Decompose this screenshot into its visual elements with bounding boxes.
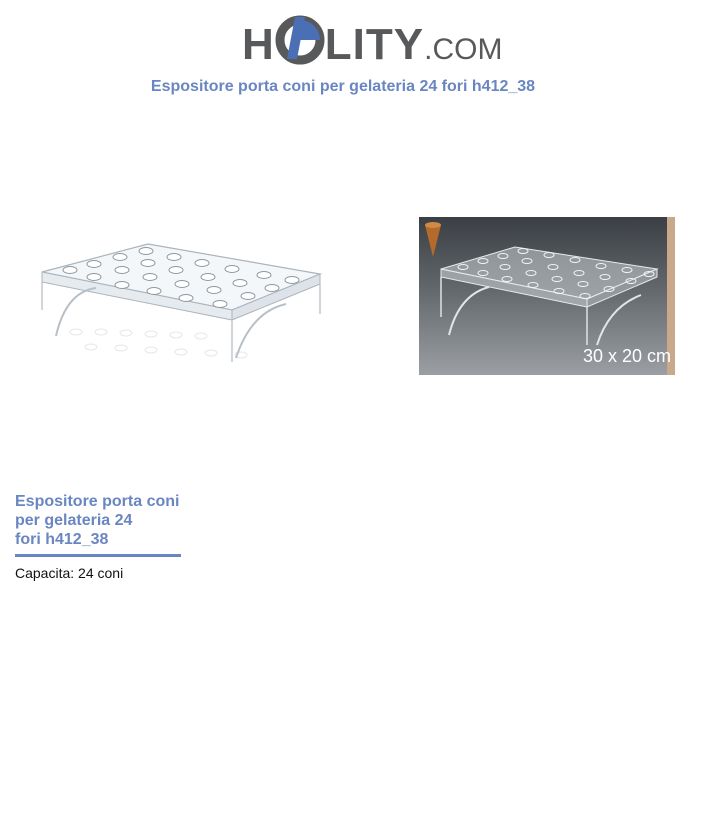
product-name-line: Espositore porta coni [15,493,180,510]
product-name-line: fori h412_38 [15,531,109,548]
logo-o-mark-icon [275,15,325,65]
page-title: Espositore porta coni per gelateria 24 fori h412_38 [150,78,536,95]
logo-suffix: .COM [424,33,503,66]
product-photo-white-background[interactable] [36,232,326,377]
product-photo-dark-background[interactable] [419,217,675,375]
section-divider [15,554,181,557]
image-dimension-caption: 30 x 20 cm [582,346,671,366]
cone-holder-illustration-icon [36,232,326,377]
product-capacity-spec: Capacita: 24 coni [15,565,124,581]
holity-logo[interactable] [242,10,503,69]
product-name [15,492,190,549]
logo-letters-lity: LITY [324,20,425,69]
product-name-line: per gelateria 24 [15,512,133,529]
logo-letter-h: H [242,20,275,69]
